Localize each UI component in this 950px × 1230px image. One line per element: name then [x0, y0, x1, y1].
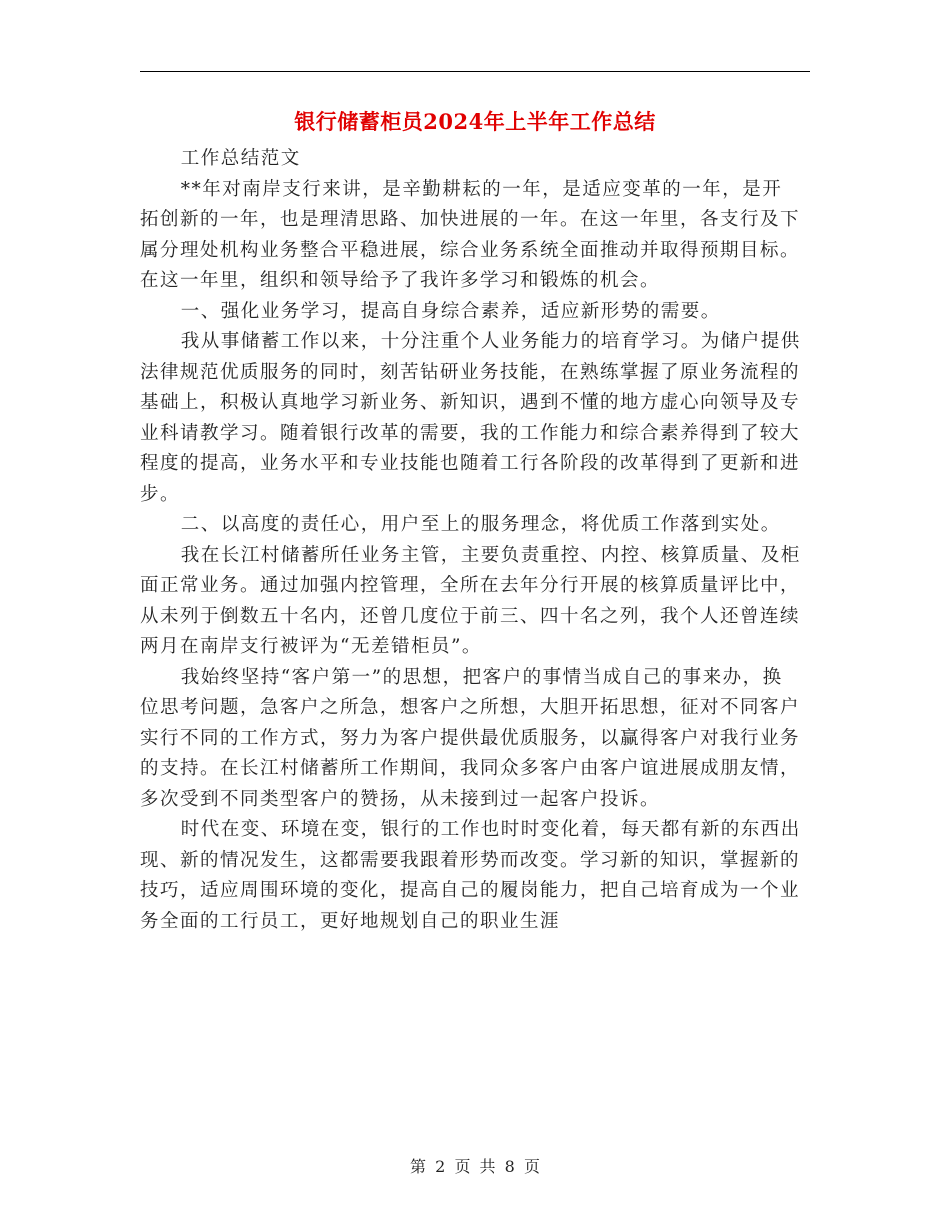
page-footer: [0, 1154, 950, 1177]
paragraph-study: 我从事储蓄工作以来，十分注重个人业务能力的培育学习。为储户提供法律规范优质服务的同时，刻苦钻研业务技能，在熟练掌握了原业务流程的基础上，积极认真地学习新业务、新知识，遇到不懂的地方虚心向领导及专业科请教学习。随着银行改革的需要，我的工作能力和综合素养得到了较大程度的提高，业务水平和专业技能也随着工行各阶段的改革得到了更新和进步。: [140, 331, 801, 505]
footer-suffix: 页: [523, 1157, 540, 1176]
paragraph-heading-2: 二、以高度的责任心，用户至上的服务理念，将优质工作落到实处。: [180, 514, 781, 535]
footer-current-page: 2: [435, 1157, 446, 1176]
paragraph-customer-first: 我始终坚持“客户第一”的思想，把客户的事情当成自己的事来办，换位思考问题，急客户之所急，想客户之所想，大胆开拓思想，征对不同客户实行不同的工作方式，努力为客户提供最优质服务，以赢得客户对我行业务的支持。在长江村储蓄所工作期间，我同众多客户由客户谊进展成朋友情，多次受到不同类型客户的赞扬，从未接到过一起客户投诉。: [140, 666, 801, 810]
header-rule: [140, 71, 810, 72]
paragraph-supervisor: 我在长江村储蓄所任业务主管，主要负责重控、内控、核算质量、及柜面正常业务。通过加强内控管理，全所在去年分行开展的核算质量评比中，从未列于倒数五十名内，还曾几度位于前三、四十名之列，我个人还曾连续两月在南岸支行被评为“无差错柜员”。: [140, 544, 801, 657]
document-title: 银行储蓄柜员2024年上半年工作总结: [294, 109, 656, 134]
document-body: [140, 144, 802, 937]
footer-total-word: 共: [479, 1157, 496, 1176]
footer-prefix: 第: [410, 1157, 427, 1176]
footer-page-word: 页: [454, 1157, 471, 1176]
paragraph-changing-times: 时代在变、环境在变，银行的工作也时时变化着，每天都有新的东西出现、新的情况发生，这都需要我跟着形势而改变。学习新的知识，掌握新的技巧，适应周围环境的变化，提高自己的履岗能力，把自己培育成为一个业务全面的工行员工，更好地规划自己的职业生涯: [140, 819, 801, 932]
paragraph-subtitle: 工作总结范文: [180, 148, 301, 169]
paragraph-intro: **年对南岸支行来讲，是辛勤耕耘的一年，是适应变革的一年，是开拓创新的一年，也是理清思路、加快进展的一年。在这一年里，各支行及下属分理处机构业务整合平稳进展，综合业务系统全面推动并取得预期目标。在这一年里，组织和领导给予了我许多学习和锻炼的机会。: [140, 178, 801, 291]
paragraph-heading-1: 一、强化业务学习，提高自身综合素养，适应新形势的需要。: [180, 300, 721, 322]
footer-total-pages: 8: [504, 1157, 515, 1176]
